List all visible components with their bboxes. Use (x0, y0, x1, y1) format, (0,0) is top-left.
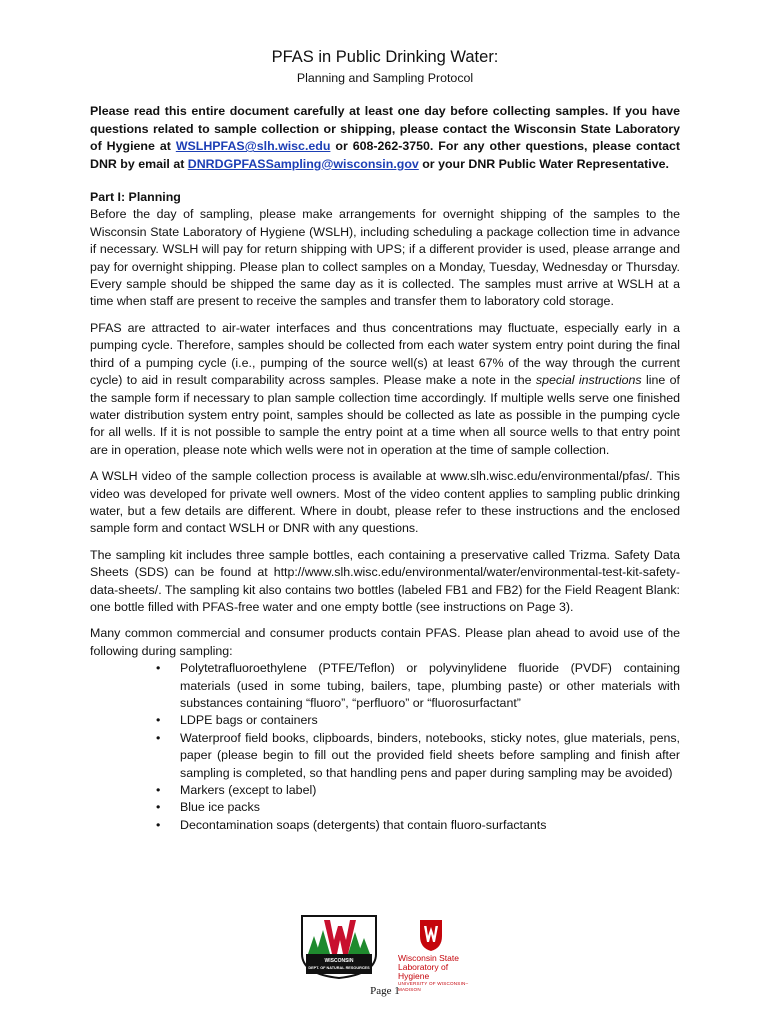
wslh-logo-line-2: Laboratory of Hygiene (398, 962, 449, 981)
p2-text-b: line of the sample form if necessary to plan sample collection time accordingly. If multiple wells serve one finished water distribution system entry point, samples should be collected as late as possible in the pumping cycle for all wells. If it is not possible to sample the entry point at a time when all source wells to that entry point are in operation, please note which wells were not in operation at the time of sample collection. (90, 373, 680, 457)
page-content (90, 46, 680, 834)
planning-paragraph-3: A WSLH video of the sample collection process is available at www.slh.wisc.edu/environmental/pfas/. This video was developed for private well owners. Most of the video content applies to sampling public drinking water, but a few details are different. Where in doubt, please refer to these instructions and the enclosed sample form and contact WSLH or DNR with any questions. (90, 469, 680, 536)
list-item: • Polytetrafluoroethylene (PTFE/Teflon) or polyvinylidene fluoride (PVDF) containing materials (used in some tubing, bailers, tape, plumbing paste) or other materials with substances containing “fluoro”, “perfluoro” or “fluorosurfactant” (180, 660, 680, 712)
list-item: • Blue ice packs (180, 799, 680, 816)
list-item: • Waterproof field books, clipboards, binders, notebooks, sticky notes, glue materials, pens, paper (please begin to fill out the provided field sheets before sampling and finish after sampling is completed, so that handling pens and paper during sampling may be avoided) (180, 730, 680, 782)
list-item: • Decontamination soaps (detergents) that contain fluoro-surfactants (180, 817, 680, 834)
intro-text-1: Please read this entire document carefully at least one day before collecting samples. If you have questions related to sample collection or shipping, please contact the Wisconsin State Laboratory of Hygiene at (90, 104, 680, 154)
avoid-list (90, 660, 680, 834)
crest-icon (418, 918, 444, 952)
wslh-logo-line-3: UNIVERSITY OF WISCONSIN–MADISON (398, 981, 469, 992)
p2-text-a: PFAS are attracted to air-water interfaces and thus concentrations may fluctuate, especially early in a pumping cycle. Therefore, samples should be collected from each water system entry point during the final third of a pumping cycle (i.e., pumping of the source well(s) at least 67% of the way through the current cycle) to aid in result comparability across samples. Please make a note in the (90, 320, 680, 388)
intro-text-2: or 608-262-3750. For any other questions, please contact DNR by email at (90, 139, 681, 171)
wslh-logo-line-1: Wisconsin State (398, 953, 459, 963)
dnr-logo-text-1: WISCONSIN (324, 958, 354, 964)
p2-italic-text: special instructions (535, 373, 642, 388)
wslh-email-link[interactable]: WSLHPFAS@slh.wisc.edu (175, 139, 331, 154)
section-heading: Part I: Planning (90, 190, 181, 205)
intro-paragraph (90, 103, 680, 173)
dnr-logo-text-2: DEPT. OF NATURAL RESOURCES (308, 966, 370, 970)
planning-paragraph-4: The sampling kit includes three sample bottles, each containing a preservative called Trizma. Safety Data Sheets (SDS) can be found at http://www.slh.wisc.edu/environmental/water/environmental-test-kit-safety-data-sheets/. The sampling kit also contains two bottles (labeled FB1 and FB2) for the Field Reagent Blank: one bottle filled with PFAS-free water and one empty bottle (see instructions on Page 3). (90, 547, 680, 614)
intro-text-3: or your DNR Public Water Representative. (418, 156, 669, 171)
wisconsin-dnr-logo (298, 914, 380, 980)
planning-paragraph-5: Many common commercial and consumer products contain PFAS. Please plan ahead to avoid use of the following during sampling: (90, 626, 680, 658)
wslh-logo (398, 918, 478, 992)
list-item: • Markers (except to label) (180, 782, 680, 799)
planning-paragraph-2 (90, 320, 680, 459)
planning-paragraph-1: Before the day of sampling, please make arrangements for overnight shipping of the samples to the Wisconsin State Laboratory of Hygiene (WSLH), including scheduling a package collection time in advance if necessary. WSLH will pay for return shipping with UPS; if a different provider is used, please arrange and pay for overnight shipping. Please plan to collect samples on a Monday, Tuesday, Wednesday or Thursday. Every sample should be shipped the same day as it is collected. The samples must arrive at WSLH at a time when staff are present to receive the samples and transfer them to laboratory cold storage. (90, 207, 680, 309)
dnr-email-link[interactable]: DNRDGPFASSampling@wisconsin.gov (187, 156, 419, 171)
list-item: • LDPE bags or containers (180, 712, 680, 729)
document-title: PFAS in Public Drinking Water: (271, 48, 499, 66)
document-subtitle: Planning and Sampling Protocol (296, 71, 474, 85)
page-number: Page 1 (370, 985, 400, 997)
